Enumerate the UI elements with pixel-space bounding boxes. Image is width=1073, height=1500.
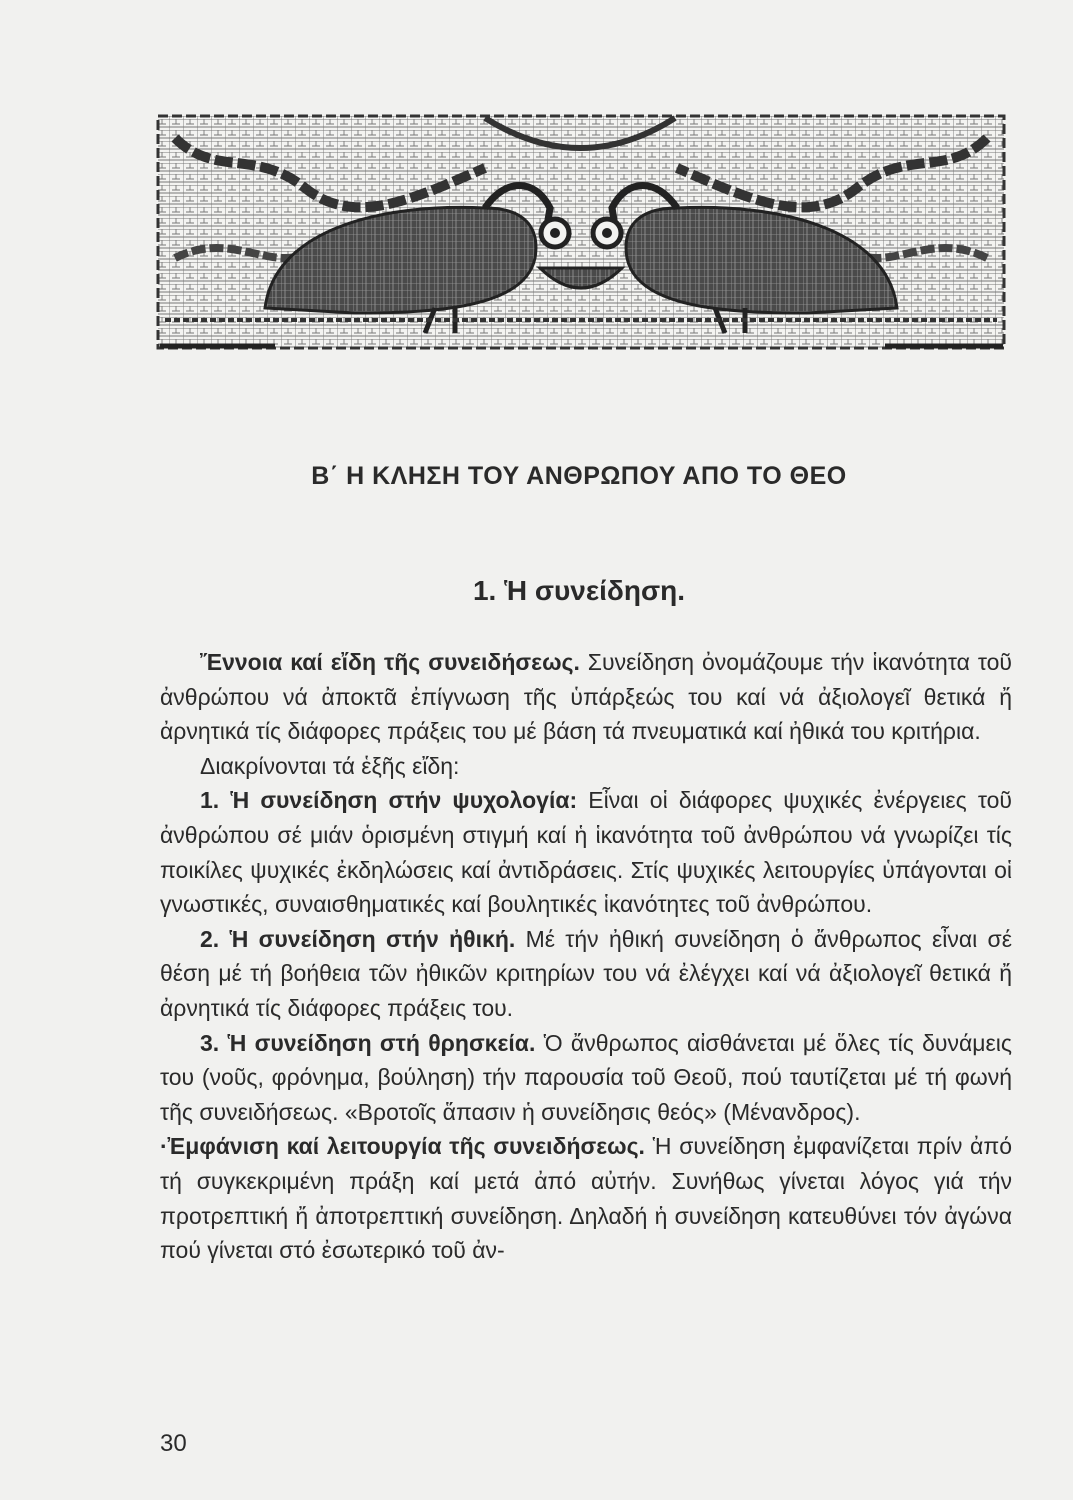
paragraph-text: Μέ τήν ἠθική συνείδηση ὁ ἄνθρωπος εἶναι σέ θέση μέ τή βοήθεια τῶν ἠθικῶν κριτηρίων του νά ἐλέγχει καί νά ἀξιολογεῖ θετικά ἤ ἀρνητικά τίς διάφορες πράξεις του. <box>160 925 1012 1021</box>
paragraph-psychology <box>160 783 1012 921</box>
chapter-title: Β΄ Η ΚΛΗΣΗ ΤΟΥ ΑΝΘΡΩΠΟΥ ΑΠΟ ΤΟ ΘΕΟ <box>311 462 847 490</box>
paragraph-text: Διακρίνονται τά ἑξῆς εἴδη: <box>200 752 460 779</box>
paragraph-lead: 3. Ἡ συνείδηση στή θρησκεία. <box>200 1029 536 1056</box>
section-title: 1. Ἡ συνείδηση. <box>472 575 686 606</box>
paragraph-lead: Ἔννοια καί εἴδη τῆς συνειδήσεως. <box>200 649 580 675</box>
paragraph-religion <box>160 1026 1012 1130</box>
paragraph-lead: ·Ἐμφάνιση καί λειτουργία τῆς συνειδήσεως. <box>160 1133 645 1160</box>
paragraph-text: Ἡ συνείδηση ἐμφανίζεται πρίν ἀπό τή συγκεκριμένη πράξη καί μετά ἀπό αὐτήν. Συνήθως γίνεται λόγος γιά τήν προτρεπτική ἤ ἀποτρεπτική συνείδηση. Δηλαδή ἡ συνείδηση κατευθύνει τόν ἀγώνα πού γίνεται στό ἐσωτερικό τοῦ ἀν- <box>160 1133 1012 1264</box>
body-text <box>160 645 1012 1268</box>
paragraph-text: Συνείδηση ὀνομάζουμε τήν ἱκανότητα τοῦ ἀνθρώπου νά ἀποκτᾶ ἐπίγνωση τῆς ὑπάρξεώς του καί νά ἀξιολογεῖ θετικά ἤ ἀρνητικά τίς διάφορες πράξεις του μέ βάση τά πνευματικά καί ἠθικά του κριτήρια. <box>160 649 1012 745</box>
paragraph-appearance <box>160 1129 1012 1267</box>
paragraph-lead: 1. Ἡ συνείδηση στήν ψυχολογία: <box>200 787 578 814</box>
paragraph-kinds <box>160 749 1012 784</box>
paragraph-lead: 2. Ἡ συνείδηση στήν ἠθική. <box>200 925 516 952</box>
paragraph-text: Εἶναι οἱ διάφορες ψυχικές ἐνέργειες τοῦ ἀνθρώπου σέ μιάν ὁρισμένη στιγμή καί ἡ ἱκανότητα τοῦ ἀνθρώπου νά γνωρίζει τίς ποικίλες ψυχικές ἐκδηλώσεις καί ἀντιδράσεις. Στίς ψυχικές λειτουργίες ὑπάγονται οἱ γνωστικές, συναισθηματικές καί βουλητικές ἱκανότητες τοῦ ἀνθρώπου. <box>160 787 1012 918</box>
mosaic-peacocks-icon <box>155 108 1007 358</box>
page-number: 30 <box>160 1430 187 1457</box>
paragraph-text: Ὁ ἄνθρωπος αἰσθάνεται μέ ὅλες τίς δυνάμεις του (νοῦς, φρόνημα, βούληση) τήν παρουσία τοῦ Θεοῦ, πού ταυτίζεται μέ τή φωνή τῆς συνειδήσεως. «Βροτοῖς ἅπασιν ἡ συνείδησις θεός» (Μένανδρος). <box>160 1029 1012 1125</box>
paragraph-ethics <box>160 922 1012 1026</box>
paragraph-concept <box>160 645 1012 749</box>
